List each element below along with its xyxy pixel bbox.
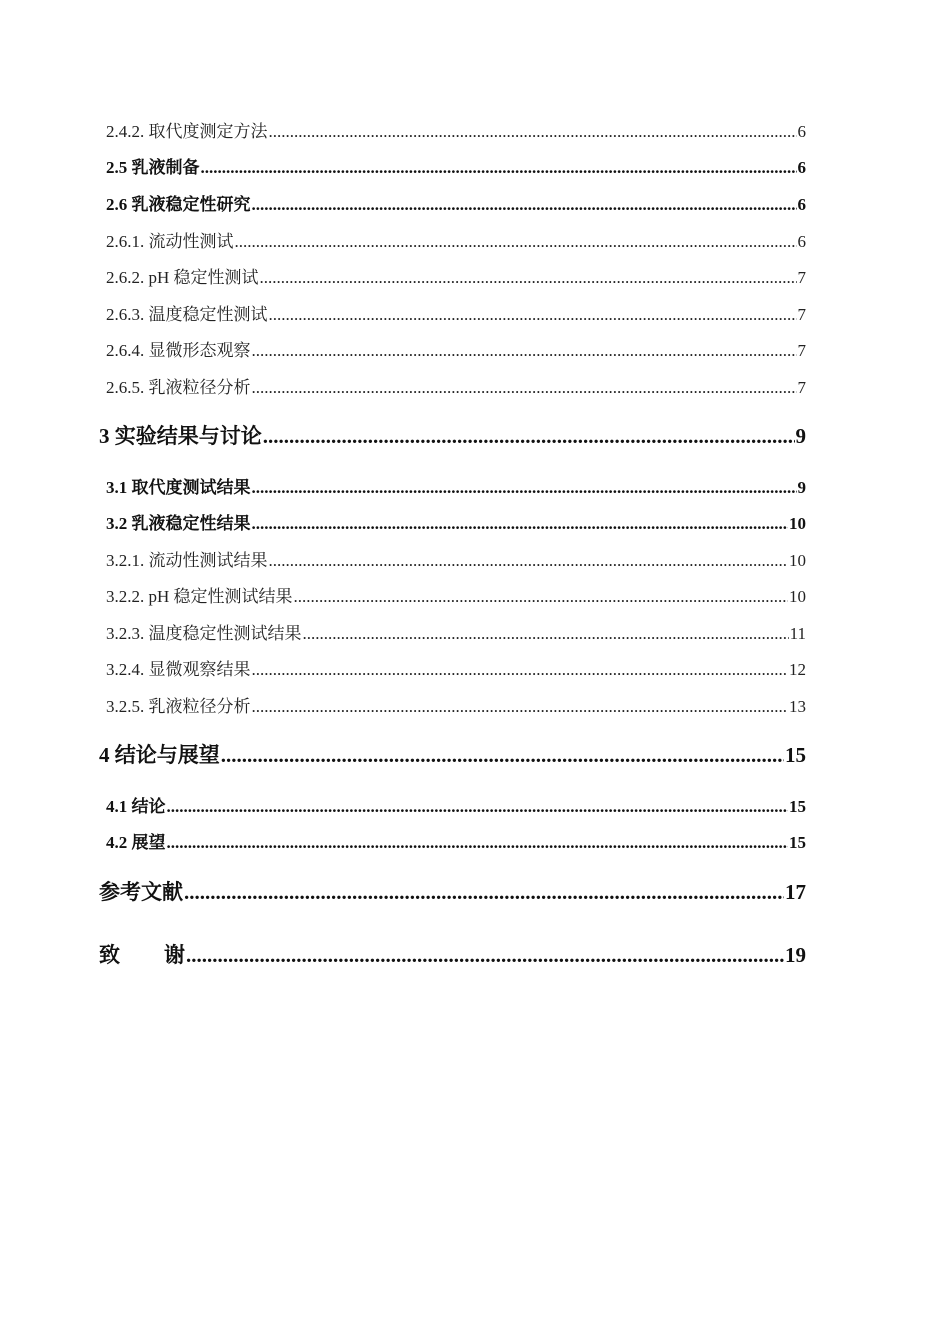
toc-entry-2-6-4[interactable] bbox=[106, 336, 806, 361]
toc-entry-2-6-3[interactable] bbox=[106, 300, 806, 325]
toc-entry-title: 2.6.1. 流动性测试 bbox=[106, 232, 234, 251]
toc-entry-title: 3.2.1. 流动性测试结果 bbox=[106, 551, 268, 570]
toc-entry-3-2[interactable] bbox=[106, 509, 806, 534]
toc-entry-title: 参考文献 bbox=[99, 880, 183, 904]
toc-dot-leader bbox=[294, 587, 788, 607]
toc-entry-3-2-1[interactable] bbox=[106, 546, 806, 571]
toc-entry-3-1[interactable] bbox=[106, 473, 806, 498]
toc-entry-title: 4.1 结论 bbox=[106, 797, 166, 816]
toc-dot-leader bbox=[260, 268, 797, 288]
toc-dot-leader bbox=[167, 833, 789, 853]
toc-entry-title: 2.6.4. 显微形态观察 bbox=[106, 341, 251, 360]
toc-dot-leader bbox=[235, 232, 797, 252]
toc-entry-title: 2.4.2. 取代度测定方法 bbox=[106, 122, 268, 141]
toc-entry-page: 6 bbox=[797, 122, 806, 141]
toc-entry-4-1[interactable] bbox=[106, 792, 806, 817]
toc-entry-4-2[interactable] bbox=[106, 828, 806, 853]
toc-entry-page: 7 bbox=[797, 305, 806, 324]
toc-entry-4[interactable] bbox=[99, 739, 806, 769]
toc-entry-title: 4.2 展望 bbox=[106, 833, 166, 852]
toc-entry-title-part: 谢 bbox=[164, 943, 185, 967]
toc-entry-page: 10 bbox=[789, 514, 806, 533]
toc-entry-page: 10 bbox=[789, 587, 806, 606]
toc-dot-leader bbox=[252, 478, 797, 498]
toc-entry-acknowledgements[interactable] bbox=[99, 939, 806, 969]
toc-entry-page: 12 bbox=[789, 660, 806, 679]
toc-entry-title: 2.6 乳液稳定性研究 bbox=[106, 195, 251, 214]
toc-entry-2-4-2[interactable] bbox=[106, 117, 806, 142]
toc-entry-references[interactable] bbox=[99, 876, 806, 906]
toc-entry-title: 2.6.5. 乳液粒径分析 bbox=[106, 378, 251, 397]
toc-entry-2-6[interactable] bbox=[106, 190, 806, 215]
toc-entry-3-2-5[interactable] bbox=[106, 692, 806, 717]
toc-entry-2-5[interactable] bbox=[106, 153, 806, 178]
toc-entry-title-part: 致 bbox=[99, 943, 120, 967]
toc-dot-leader bbox=[252, 341, 797, 361]
toc-dot-leader bbox=[263, 424, 795, 449]
toc-dot-leader bbox=[221, 743, 784, 768]
toc-entry-2-6-2[interactable] bbox=[106, 263, 806, 288]
toc-dot-leader bbox=[184, 880, 784, 905]
toc-entry-title: 3.2.2. pH 稳定性测试结果 bbox=[106, 587, 293, 606]
toc-entry-page: 6 bbox=[797, 232, 806, 251]
toc-entry-page: 17 bbox=[785, 880, 806, 904]
toc-entry-page: 15 bbox=[789, 833, 806, 852]
toc-entry-page: 7 bbox=[797, 378, 806, 397]
toc-entry-title: 2.6.3. 温度稳定性测试 bbox=[106, 305, 268, 324]
toc-dot-leader bbox=[269, 122, 797, 142]
toc-entry-title bbox=[99, 939, 185, 969]
toc-entry-title: 2.5 乳液制备 bbox=[106, 158, 200, 177]
toc-dot-leader bbox=[186, 943, 784, 968]
toc-entry-page: 13 bbox=[789, 697, 806, 716]
toc-dot-leader bbox=[252, 378, 797, 398]
toc-entry-page: 7 bbox=[797, 268, 806, 287]
toc-dot-leader bbox=[252, 660, 789, 680]
toc-entry-page: 19 bbox=[785, 943, 806, 967]
toc-entry-page: 11 bbox=[789, 624, 806, 643]
toc-entry-page: 9 bbox=[795, 424, 806, 448]
toc-dot-leader bbox=[252, 195, 797, 215]
toc-entry-title: 3.2 乳液稳定性结果 bbox=[106, 514, 251, 533]
toc-dot-leader bbox=[252, 514, 789, 534]
toc-entry-title: 3.1 取代度测试结果 bbox=[106, 478, 251, 497]
toc-dot-leader bbox=[269, 551, 789, 571]
toc-entry-2-6-1[interactable] bbox=[106, 227, 806, 252]
toc-entry-page: 9 bbox=[797, 478, 806, 497]
toc-entry-3-2-3[interactable] bbox=[106, 619, 806, 644]
toc-entry-title: 3.2.3. 温度稳定性测试结果 bbox=[106, 624, 302, 643]
toc-entry-title: 3 实验结果与讨论 bbox=[99, 424, 262, 448]
toc-dot-leader bbox=[303, 624, 789, 644]
toc-entry-3-2-2[interactable] bbox=[106, 582, 806, 607]
toc-entry-3[interactable] bbox=[99, 420, 806, 450]
toc-entry-page: 15 bbox=[789, 797, 806, 816]
toc-dot-leader bbox=[201, 158, 797, 178]
toc-entry-2-6-5[interactable] bbox=[106, 373, 806, 398]
toc-entry-title: 2.6.2. pH 稳定性测试 bbox=[106, 268, 259, 287]
toc-entry-page: 10 bbox=[789, 551, 806, 570]
toc-entry-page: 15 bbox=[785, 743, 806, 767]
toc-dot-leader bbox=[269, 305, 797, 325]
toc-entry-page: 7 bbox=[797, 341, 806, 360]
toc-dot-leader bbox=[252, 697, 789, 717]
toc-entry-3-2-4[interactable] bbox=[106, 655, 806, 680]
toc-dot-leader bbox=[167, 797, 789, 817]
toc-entry-title: 3.2.5. 乳液粒径分析 bbox=[106, 697, 251, 716]
toc-entry-page: 6 bbox=[797, 158, 806, 177]
toc-entry-title: 4 结论与展望 bbox=[99, 743, 220, 767]
toc-entry-title: 3.2.4. 显微观察结果 bbox=[106, 660, 251, 679]
toc-entry-page: 6 bbox=[797, 195, 806, 214]
